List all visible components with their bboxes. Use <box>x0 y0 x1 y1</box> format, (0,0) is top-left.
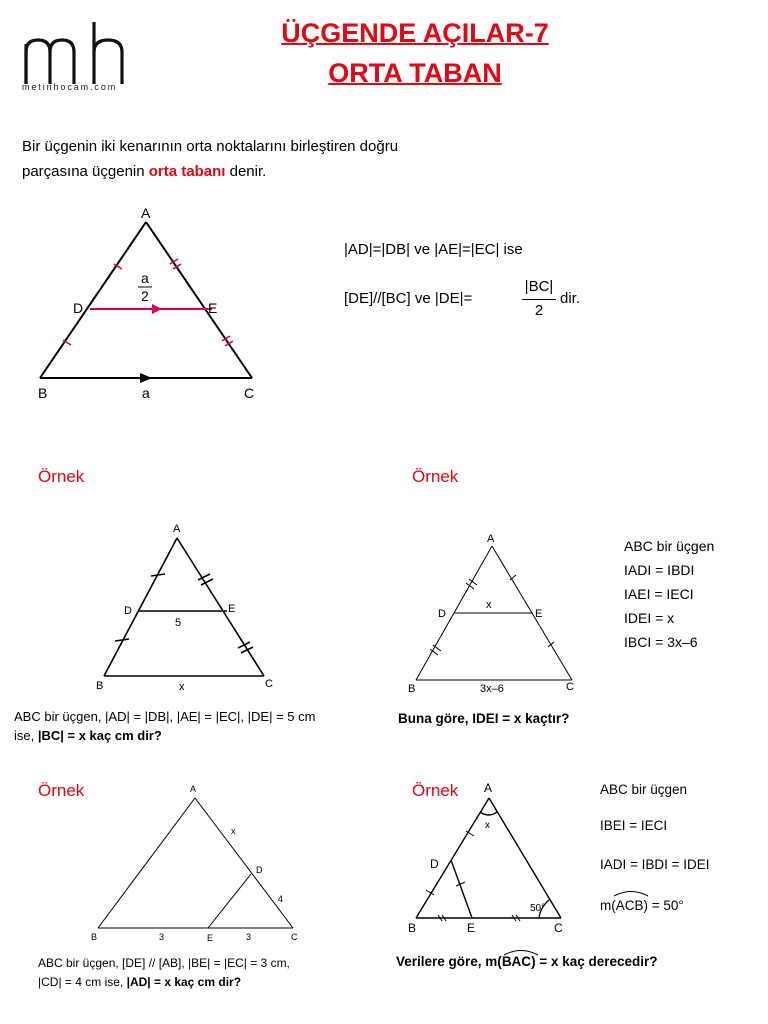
page-title: ÜÇGENDE AÇILAR-7 <box>281 18 549 48</box>
ex1-bc-label: x <box>179 681 185 693</box>
ex1-de-label: 5 <box>175 617 182 629</box>
ex2-vertex-d: D <box>438 608 446 620</box>
ex2-given-1: ABC bir üçgen <box>624 538 715 554</box>
ex4-question-pre: Verilere göre, m( <box>396 954 502 969</box>
ex3-vertex-d: D <box>256 865 263 875</box>
ex1-question-line1: ABC bir üçgen, |AD| = |DB|, |AE| = |EC|, |DE| = 5 cm <box>14 709 316 724</box>
example-4-figure <box>404 778 584 940</box>
ex4-given-3: IADI = IBDI = IDEI <box>600 857 710 872</box>
ex3-vertex-c: C <box>291 932 298 942</box>
ex2-given-2: IADI = IBDI <box>624 562 695 578</box>
example-3-figure <box>88 778 308 948</box>
metinhocam-logo <box>22 20 146 86</box>
ex1-vertex-c: C <box>265 678 273 690</box>
example-2-given <box>624 534 714 654</box>
definition-highlight: orta tabanı <box>148 163 226 180</box>
rule-fraction-den: 2 <box>534 302 544 319</box>
logo-subtitle: metinhocam.com <box>22 82 118 92</box>
ex3-vertex-b: B <box>91 932 98 942</box>
example-2-question: Buna göre, IDEI = x kaçtır? <box>398 711 570 726</box>
ex3-vertex-a: A <box>190 784 197 794</box>
definition-text <box>22 134 492 184</box>
rule-fraction-bar <box>522 299 556 300</box>
ex2-given-3: IAEI = IECI <box>624 586 694 602</box>
vertex-d-label: D <box>73 300 84 316</box>
half-numerator: a <box>141 270 149 286</box>
example-1-label: Örnek <box>38 467 85 486</box>
ex4-question-angle <box>502 954 531 969</box>
ex2-bc-label: 3x–6 <box>480 683 504 695</box>
ex3-question-line2a: |CD| = 4 cm ise, <box>38 975 127 989</box>
half-denominator: 2 <box>141 288 149 304</box>
ex3-ad-label: x <box>231 826 236 836</box>
ex3-ec-label: 3 <box>246 932 252 942</box>
ex1-vertex-b: B <box>96 680 104 692</box>
definition-part2: parçasına üçgenin <box>22 163 149 180</box>
example-4-question <box>396 954 658 969</box>
ex1-vertex-a: A <box>173 523 181 535</box>
example-3-question <box>38 954 368 992</box>
rule-line2-pre: [DE]//[BC] ve |DE|= <box>344 290 473 307</box>
ex2-vertex-c: C <box>566 681 574 693</box>
example-1-question <box>14 707 374 745</box>
ex4-given-1: ABC bir üçgen <box>600 782 688 797</box>
ex3-be-label: 3 <box>159 932 165 942</box>
ex3-vertex-e: E <box>207 933 214 943</box>
ex4-angle-c-label: 50° <box>530 903 546 914</box>
example-3-label: Örnek <box>38 781 85 800</box>
example-1-figure <box>92 518 282 696</box>
ex4-given-2: IBEI = IECI <box>600 818 668 833</box>
ex3-question-line1: ABC bir üçgen, [DE] // [AB], |BE| = |EC| = 3 cm, <box>38 956 290 970</box>
ex3-question-line2b: |AD| = x kaç cm dir? <box>126 975 242 989</box>
vertex-b-label: B <box>38 385 48 401</box>
example-2-label: Örnek <box>412 467 459 486</box>
ex4-vertex-c: C <box>554 921 563 935</box>
example-4-label: Örnek <box>412 781 459 800</box>
ex4-vertex-e: E <box>467 921 476 935</box>
ex1-vertex-d: D <box>124 605 132 617</box>
ex2-given-5: IBCI = 3x–6 <box>624 634 698 650</box>
example-2-figure <box>404 528 594 696</box>
ex1-vertex-e: E <box>228 603 236 615</box>
rule-line1: |AD|=|DB| ve |AE|=|EC| ise <box>344 241 523 258</box>
ex4-question-arc <box>502 948 540 956</box>
ex2-de-label: x <box>486 599 492 611</box>
ex4-angle-a-label: x <box>485 820 490 831</box>
ex2-vertex-a: A <box>487 533 495 545</box>
vertex-e-label: E <box>208 300 218 316</box>
ex1-question-line2a: ise, <box>14 728 38 743</box>
ex4-vertex-b: B <box>408 921 417 935</box>
ex4-question-post: ) = x kaç derecedir? <box>531 954 658 969</box>
vertex-c-label: C <box>244 385 255 401</box>
rule-fraction-num: |BC| <box>524 278 554 295</box>
ex4-angle-arc <box>612 889 650 897</box>
page-subtitle: ORTA TABAN <box>328 58 502 88</box>
base-label: a <box>142 385 150 401</box>
definition-part3: denir. <box>225 163 267 180</box>
rule-line2-post: dir. <box>560 290 581 307</box>
vertex-a-label: A <box>141 205 151 221</box>
ex2-vertex-e: E <box>535 608 543 620</box>
definition-part1: Bir üçgenin iki kenarının orta noktalarını birleştiren doğru <box>22 138 399 155</box>
ex4-question-arc-text: BAC <box>501 954 532 969</box>
ex1-question-line2b: |BC| = x kaç cm dir? <box>37 728 162 743</box>
ex4-vertex-a: A <box>484 781 493 795</box>
ex4-vertex-d: D <box>430 857 439 871</box>
ex4-given-4: m(ACB) = 50° <box>600 898 684 913</box>
midsegment-rule-figure <box>28 200 268 410</box>
ex3-dc-label: 4 <box>278 894 284 904</box>
ex2-vertex-b: B <box>408 683 416 695</box>
ex2-given-4: IDEI = x <box>624 610 675 626</box>
